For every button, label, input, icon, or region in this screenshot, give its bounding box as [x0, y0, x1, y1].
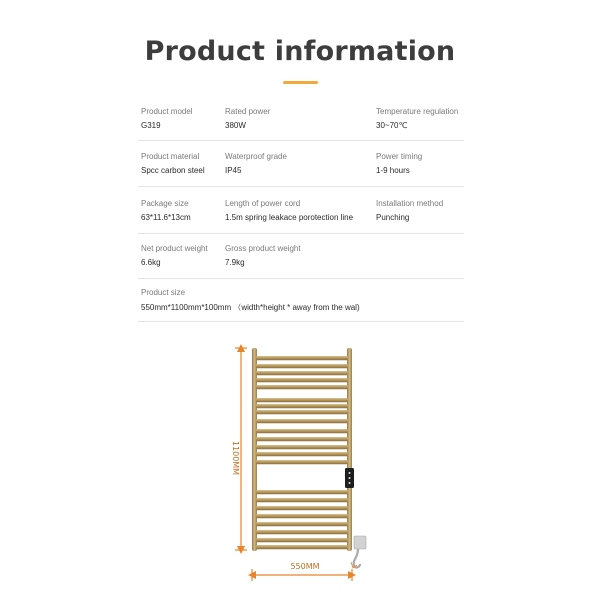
- spec-label: Product model: [141, 107, 193, 116]
- spec-value: 1.5m spring leakace porotection line: [225, 213, 354, 222]
- towel-bar: [256, 398, 348, 402]
- towel-bar: [256, 538, 348, 542]
- plug-connector: [351, 536, 366, 568]
- towel-bars: [256, 356, 348, 549]
- spec-value: Punching: [376, 213, 410, 222]
- towel-bar: [256, 514, 348, 518]
- towel-bar: [256, 371, 348, 375]
- spec-label: Net product weight: [141, 244, 208, 253]
- towel-bar: [256, 378, 348, 382]
- spec-table: [138, 97, 464, 322]
- towel-rail-illustration: [220, 340, 380, 590]
- page-title: Product information: [144, 36, 456, 67]
- spec-value: G319: [141, 121, 161, 130]
- towel-bar: [256, 419, 348, 423]
- spec-product-model: [141, 107, 193, 130]
- product-diagram: [220, 340, 380, 590]
- towel-bar: [256, 490, 348, 494]
- spec-label: Installation method: [376, 199, 444, 208]
- spec-rated-power: [225, 107, 270, 130]
- towel-bar: [256, 410, 348, 414]
- towel-bar: [256, 445, 348, 449]
- towel-bar: [256, 429, 348, 433]
- height-label: 1100MM: [231, 440, 240, 476]
- spec-label: Temperature regulation: [376, 107, 459, 116]
- spec-value: IP45: [225, 166, 242, 175]
- spec-label: Gross product weight: [225, 244, 301, 253]
- towel-bar: [256, 498, 348, 502]
- towel-bar: [256, 506, 348, 510]
- left-rail: [252, 348, 257, 551]
- spec-label: Rated power: [225, 107, 271, 116]
- towel-bar: [256, 530, 348, 534]
- spec-value: 6.6kg: [141, 258, 161, 267]
- towel-bar: [256, 385, 348, 389]
- spec-value: 380W: [225, 121, 246, 130]
- towel-bar: [256, 522, 348, 526]
- spec-row: [138, 279, 464, 322]
- spec-value: 1-9 hours: [376, 166, 410, 175]
- spec-label: Product material: [141, 152, 200, 161]
- spec-label: Length of power cord: [225, 199, 301, 208]
- towel-bar: [256, 364, 348, 368]
- width-label: 550MM: [290, 562, 320, 571]
- spec-product-size: [141, 288, 360, 313]
- right-rail: [347, 348, 352, 551]
- towel-bar: [256, 404, 348, 408]
- spec-row: [138, 187, 464, 234]
- spec-net-weight: [141, 244, 208, 267]
- spec-value: Spcc carbon steel: [141, 166, 205, 175]
- towel-bar: [256, 452, 348, 456]
- spec-power-timing: [376, 152, 422, 175]
- spec-waterproof-grade: [225, 152, 287, 175]
- spec-row: [138, 97, 464, 141]
- towel-bar: [256, 356, 348, 360]
- spec-product-material: [141, 152, 205, 175]
- spec-value: 63*11.6*13cm: [141, 213, 191, 222]
- spec-installation-method: [376, 199, 443, 222]
- towel-bar: [256, 545, 348, 549]
- spec-value: 7.9kg: [225, 258, 245, 267]
- spec-label: Waterproof grade: [225, 152, 287, 161]
- spec-gross-weight: [225, 244, 301, 267]
- towel-bar: [256, 437, 348, 441]
- spec-value: 30~70℃: [376, 121, 408, 130]
- towel-bar: [256, 460, 348, 464]
- spec-row: [138, 234, 464, 279]
- spec-label: Package size: [141, 199, 189, 208]
- spec-power-cord-length: [225, 199, 353, 222]
- title-underline: [283, 81, 318, 84]
- spec-package-size: [141, 199, 191, 222]
- spec-temperature-regulation: [376, 107, 458, 130]
- spec-label: Power timing: [376, 152, 423, 161]
- spec-row: [138, 141, 464, 187]
- spec-label: Product size: [141, 288, 186, 297]
- spec-value: 550mm*1100mm*100mm （width*height * away from the wal): [141, 303, 360, 312]
